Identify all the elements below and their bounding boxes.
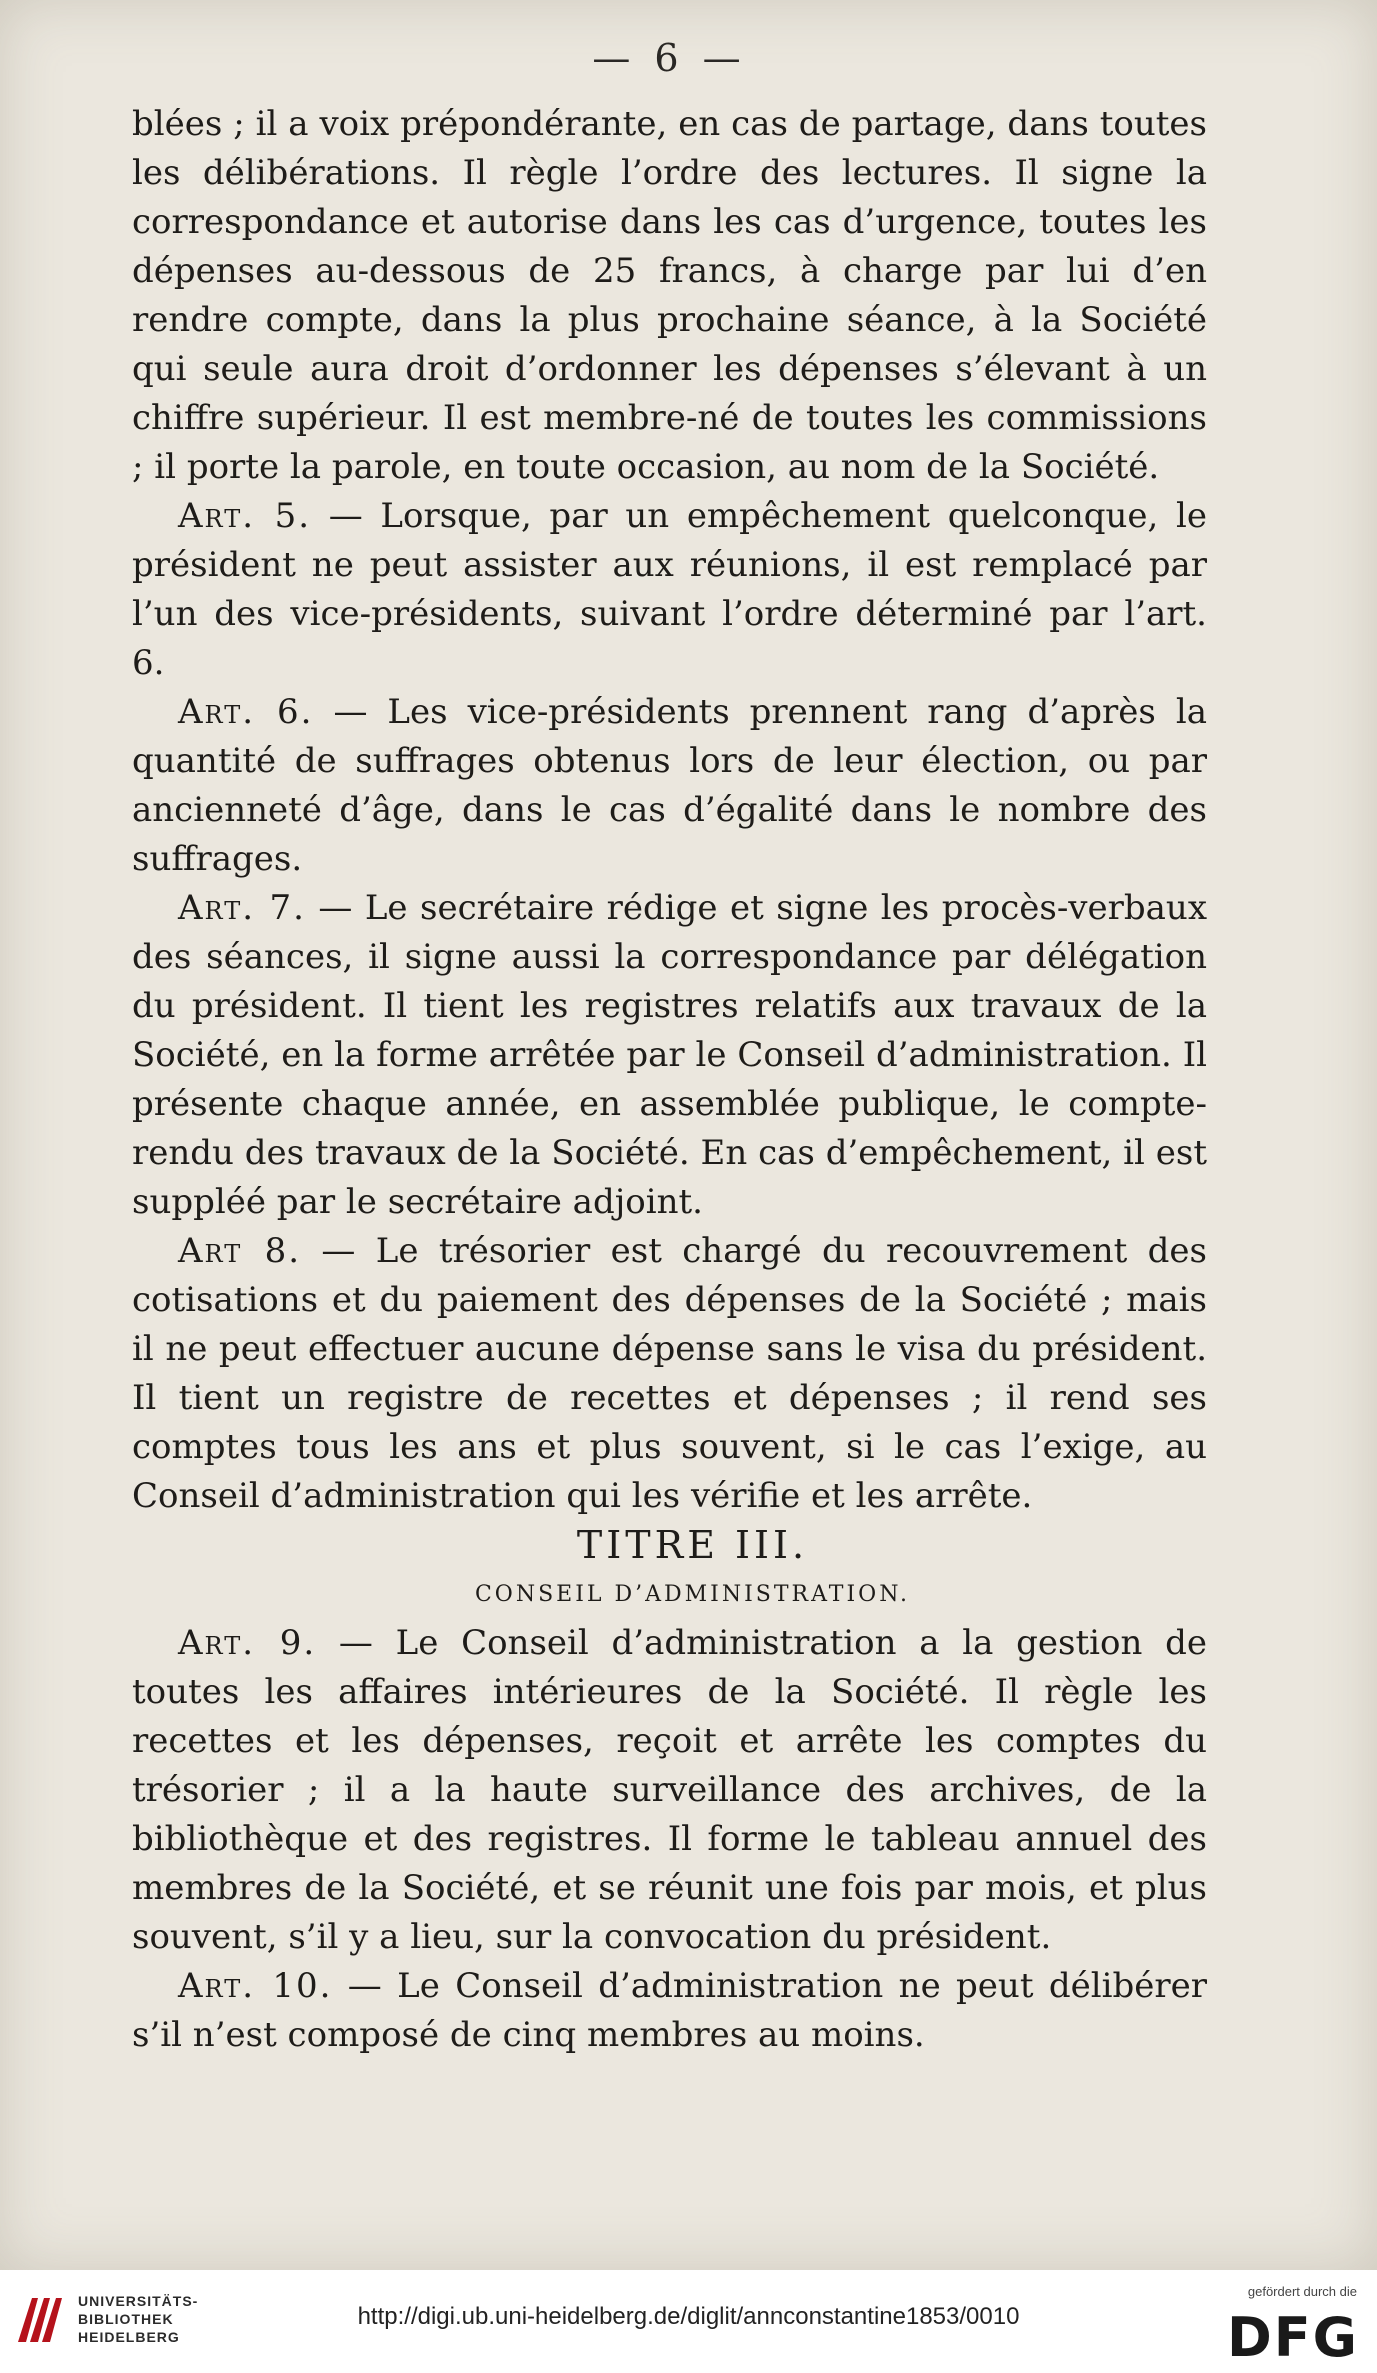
article-label: Art 8. xyxy=(178,1231,302,1271)
article-paragraph xyxy=(132,1227,1207,1521)
text-paragraph: blées ; il a voix prépondérante, en cas de partage, dans toutes les délibérations. Il règle l’ordre des lectures. Il signe la correspondance et autorise dans les cas d’urgence, toutes les dépenses au-dessous de 25 francs, à charge par lui d’en rendre compte, dans la plus prochaine séance, à la Société qui seule aura droit d’ordonner les dépenses s’élevant à un chiffre supérieur. Il est membre-né de toutes les commissions ; il porte la parole, en toute occasion, au nom de la Société. xyxy=(132,104,1207,487)
article-paragraph xyxy=(132,492,1207,688)
article-label: Art. 9. xyxy=(178,1623,317,1663)
body-text xyxy=(132,100,1207,2060)
section-title: TITRE III. xyxy=(576,1523,809,1567)
article-text: — Lorsque, par un empêchement quelconque, le président ne peut assister aux réunions, il est remplacé par l’un des vice-présidents, suivant l’ordre déterminé par l’art. 6. xyxy=(132,496,1208,683)
article-text: — Les vice-présidents prennent rang d’après la quantité de suffrages obtenus lors de leur élection, ou par ancienneté d’âge, dans le cas d’égalité dans le nombre des suffrages. xyxy=(132,692,1208,879)
article-paragraph xyxy=(132,1962,1207,2060)
sponsor-note: gefördert durch die xyxy=(1247,2284,1357,2299)
article-paragraph xyxy=(132,688,1207,884)
article-label: Art. 6. xyxy=(178,692,314,732)
article-paragraph xyxy=(132,1619,1207,1962)
footer-bar xyxy=(0,2270,1377,2373)
section-heading: CONSEIL D’ADMINISTRATION. xyxy=(474,1582,911,1607)
article-text: — Le Conseil d’administration a la gestion de toutes les affaires intérieures de la Société. Il règle les recettes et les dépenses, reçoit et arrête les comptes du trésorier ; il a la haute surveillance des archives, de la bibliothèque et des registres. Il forme le tableau annuel des membres de la Société, et se réunit une fois par mois, et plus souvent, s’il y a lieu, sur la convocation du président. xyxy=(132,1623,1207,1957)
article-text: — Le trésorier est chargé du recouvrement des cotisations et du paiement des dépenses de la Société ; mais il ne peut effectuer aucune dépense sans le visa du président. Il tient un registre de recettes et dépenses ; il rend ses comptes tous les ans et plus souvent, si le cas l’exige, au Conseil d’administration qui les vérifie et les arrête. xyxy=(132,1231,1207,1516)
article-text: — Le Conseil d’administration ne peut délibérer s’il n’est composé de cinq membres au moins. xyxy=(132,1966,1207,2055)
page-number: — 6 — xyxy=(592,36,747,80)
article-label: Art. 5. xyxy=(178,496,312,536)
source-url-link[interactable]: http://digi.ub.uni-heidelberg.de/diglit/annconstantine1853/0010 xyxy=(357,2303,1020,2330)
article-label: Art. 10. xyxy=(178,1966,333,2006)
dfg-logo: DFG xyxy=(1226,2306,1359,2369)
library-name-line-3: HEIDELBERG xyxy=(78,2329,180,2345)
article-label: Art. 7. xyxy=(178,888,306,928)
library-name-line-1: UNIVERSITÄTS- xyxy=(78,2293,199,2309)
article-paragraph xyxy=(132,884,1207,1227)
library-name-line-2: BIBLIOTHEK xyxy=(78,2311,174,2327)
article-text: — Le secrétaire rédige et signe les procès-verbaux des séances, il signe aussi la correspondance par délégation du président. Il tient les registres relatifs aux travaux de la Société, en la forme arrêtée par le Conseil d’administration. Il présente chaque année, en assemblée publique, le compte-rendu des travaux de la Société. En cas d’empêchement, il est suppléé par le secrétaire adjoint. xyxy=(132,888,1207,1222)
